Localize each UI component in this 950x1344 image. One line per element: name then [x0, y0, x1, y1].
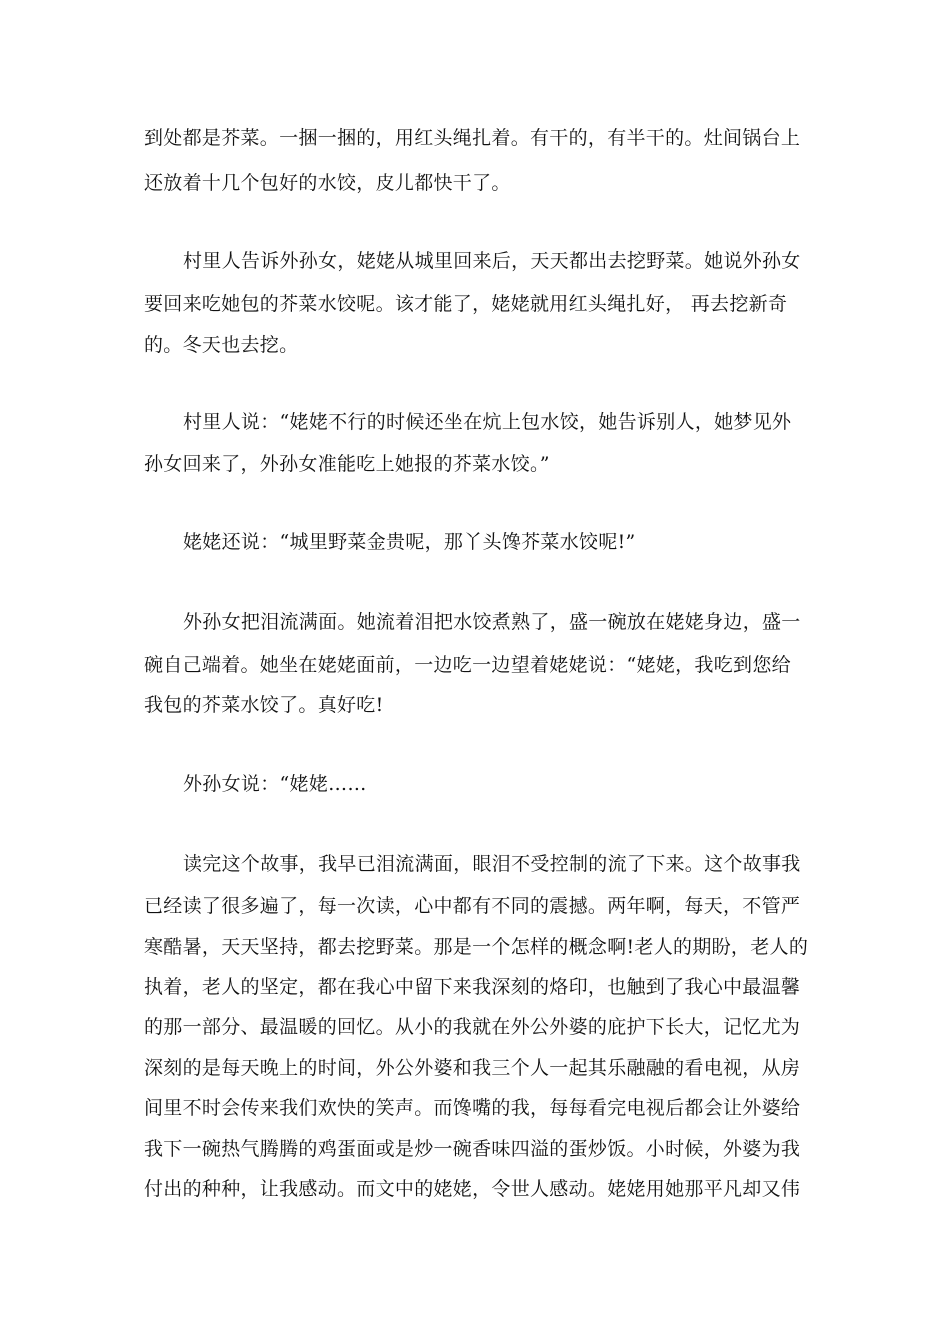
text-line: 还放着十几个包好的水饺，皮儿都快干了。 [144, 172, 511, 194]
text-line: 的那一部分、最温暖的回忆。从小的我就在外公外婆的庇护下长大，记忆尤为 [144, 1016, 801, 1038]
text-line: 寒酷暑，天天坚持，都去挖野菜。那是一个怎样的概念啊!老人的期盼，老人的 [144, 936, 809, 958]
text-line: 村里人说：“姥姥不行的时候还坐在炕上包水饺，她告诉别人，她梦见外 [183, 411, 792, 433]
text-line: 孙女回来了，外孙女准能吃上她报的芥菜水饺。” [144, 453, 550, 475]
text-line: 外孙女说：“姥姥…… [183, 773, 367, 795]
text-line: 已经读了很多遍了，每一次读，心中都有不同的震撼。两年啊，每天，不管严 [144, 895, 801, 917]
text-line: 我包的芥菜水饺了。真好吃! [144, 694, 384, 716]
text-line: 到处都是芥菜。一捆一捆的，用红头绳扎着。有干的，有半干的。灶间锅台上 [144, 127, 801, 149]
text-line: 要回来吃她包的芥菜水饺呢。该才能了，姥姥就用红头绳扎好， 再去挖新奇 [144, 293, 788, 315]
text-line: 深刻的是每天晚上的时间，外公外婆和我三个人一起其乐融融的看电视，从房 [144, 1057, 801, 1079]
text-line: 外孙女把泪流满面。她流着泪把水饺煮熟了，盛一碗放在姥姥身边，盛一 [183, 611, 801, 633]
text-line: 执着，老人的坚定，都在我心中留下来我深刻的烙印，也触到了我心中最温馨 [144, 976, 801, 998]
text-line: 我下一碗热气腾腾的鸡蛋面或是炒一碗香味四溢的蛋炒饭。小时候，外婆为我 [144, 1138, 801, 1160]
text-line: 村里人告诉外孙女，姥姥从城里回来后，天天都出去挖野菜。她说外孙女 [183, 250, 801, 272]
text-line: 读完这个故事，我早已泪流满面，眼泪不受控制的流了下来。这个故事我 [183, 853, 801, 875]
text-line: 碗自己端着。她坐在姥姥面前，一边吃一边望着姥姥说：“姥姥，我吃到您给 [144, 654, 791, 676]
text-line: 姥姥还说：“城里野菜金贵呢，那丫头馋芥菜水饺呢!” [183, 531, 636, 553]
text-line: 的。冬天也去挖。 [144, 334, 299, 356]
text-line: 付出的种种，让我感动。而文中的姥姥，令世人感动。姥姥用她那平凡却又伟 [144, 1178, 801, 1200]
text-line: 间里不时会传来我们欢快的笑声。而馋嘴的我，每每看完电视后都会让外婆给 [144, 1097, 801, 1119]
